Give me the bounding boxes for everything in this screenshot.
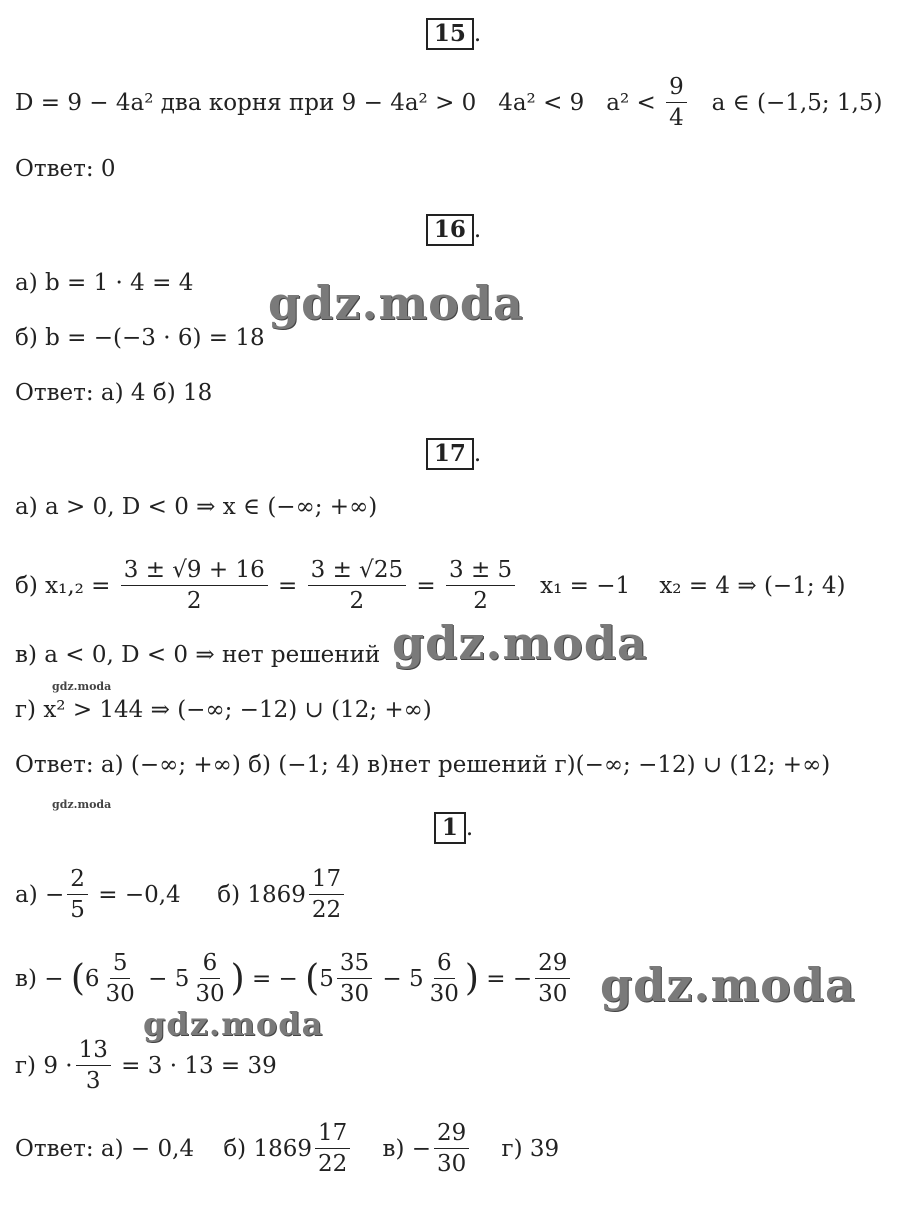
s17-v: в) a < 0, D < 0 ⇒ нет решений	[15, 642, 381, 668]
s17-answer: Ответ: а) (−∞; +∞) б) (−1; 4) в)нет решений г)(−∞; −12) ∪ (12; +∞)	[15, 752, 831, 778]
s1-answer: Ответ: а) − 0,4 б) 1869 $\frac{17}{22}$ в) − $\frac{29}{30}$ г) 39	[15, 1120, 560, 1177]
section-1-heading: 1 .	[0, 812, 907, 844]
watermark: gdz.moda	[392, 616, 648, 670]
s16-b: б) b = −(−3 · 6) = 18	[15, 325, 265, 351]
watermark: gdz.moda	[600, 958, 856, 1012]
watermark-small: gdz.moda	[52, 680, 112, 693]
section-16-heading: 16 .	[0, 214, 907, 246]
s16-answer: Ответ: а) 4 б) 18	[15, 380, 213, 406]
s1-a: а) − $\frac{2}{5}$ = −0,4 б) 1869 $\frac{17}{22}$	[15, 864, 347, 925]
section-17-heading: 17 .	[0, 438, 907, 470]
s17-a: а) a > 0, D < 0 ⇒ x ∈ (−∞; +∞)	[15, 494, 378, 520]
s15-answer: Ответ: 0	[15, 156, 116, 182]
s16-a: а) b = 1 · 4 = 4	[15, 270, 194, 296]
fraction: $\frac{9}{4}$	[666, 72, 687, 133]
watermark: gdz.moda	[143, 1005, 324, 1043]
s17-g: г) x² > 144 ⇒ (−∞; −12) ∪ (12; +∞)	[15, 697, 432, 723]
watermark-small: gdz.moda	[52, 798, 112, 811]
s15-line-1: D = 9 − 4a² два корня при 9 − 4a² > 0 4a² < 9 a² < $\frac{9}{4}$ a ∈ (−1,5; 1,5)	[15, 74, 883, 131]
watermark: gdz.moda	[268, 276, 524, 330]
s1-g: г) 9 · $\frac{13}{3}$ = 3 · 13 = 39	[15, 1037, 277, 1094]
s17-b: б) x₁,₂ = $\frac{3 \pm √9 + 16}{2}$ = $\frac{3 \pm √25}{2}$ = $\frac{3 \pm 5}{2}$ x₁ = −1 x₂ = 4 ⇒ (−1; 4)	[15, 557, 846, 614]
section-15-heading: 15 .	[0, 18, 907, 50]
s1-v: в) − ( 6 $\frac{5}{30}$ − 5 $\frac{6}{30}$ ) = − ( 5 $\frac{35}{30}$ − 5 $\frac{6}{30}$ ) = − $\frac{29}{30}$	[15, 948, 573, 1009]
